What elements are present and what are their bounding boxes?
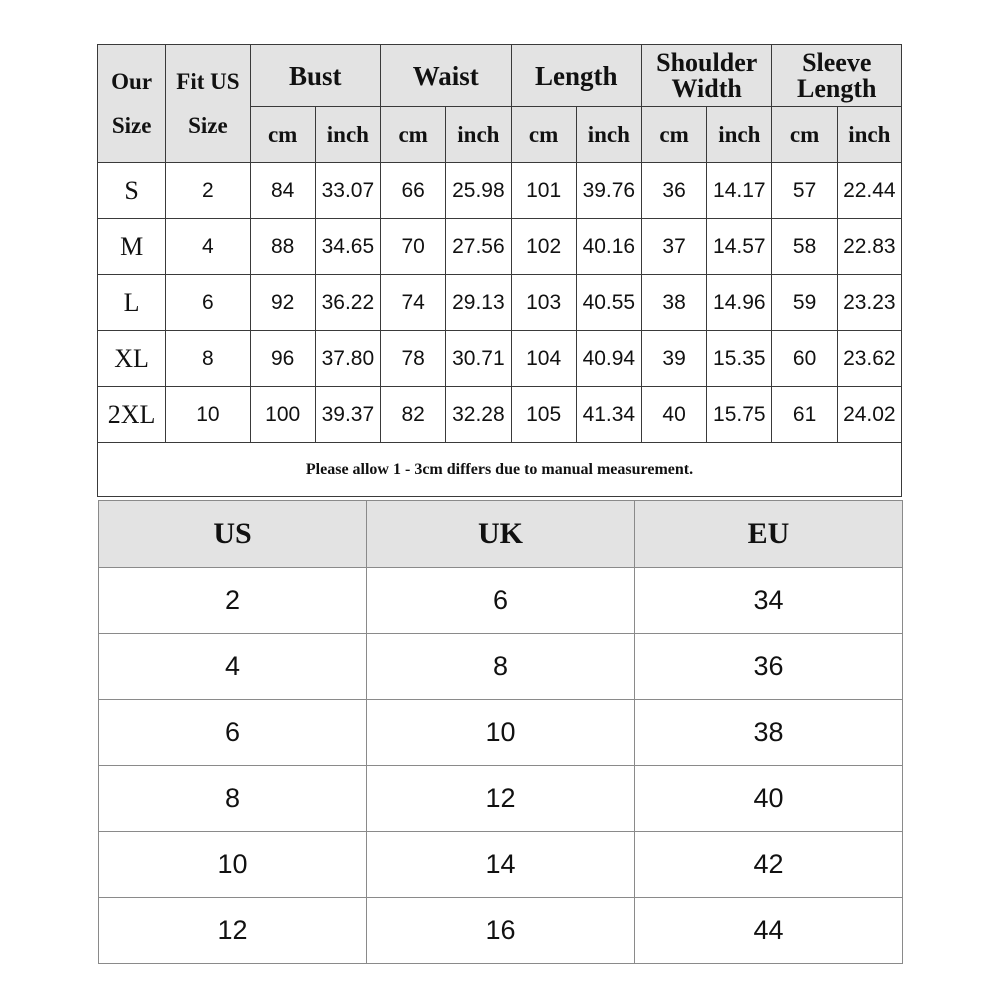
measurement-cell: 41.34 [576, 387, 641, 443]
our-size-cell: XL [98, 331, 166, 387]
us-size-cell: 12 [99, 898, 367, 964]
unit-cm: cm [511, 107, 576, 163]
measurement-cell: 34.65 [315, 219, 380, 275]
size-chart-table [97, 44, 902, 497]
eu-size-cell: 36 [635, 634, 903, 700]
measurement-cell: 60 [772, 331, 837, 387]
conversion-row [99, 634, 903, 700]
measurement-cell: 61 [772, 387, 837, 443]
measurement-cell: 38 [641, 275, 706, 331]
size-row [98, 163, 902, 219]
measurement-cell: 36.22 [315, 275, 380, 331]
our-size-cell: 2XL [98, 387, 166, 443]
measurement-cell: 32.28 [446, 387, 511, 443]
conversion-row [99, 700, 903, 766]
our-size-cell: L [98, 275, 166, 331]
measurement-cell: 37.80 [315, 331, 380, 387]
measurement-cell: 40 [641, 387, 706, 443]
conversion-row [99, 568, 903, 634]
header-length: Length [511, 45, 641, 107]
header-us: US [99, 501, 367, 568]
fit-us-size-cell: 10 [166, 387, 250, 443]
measurement-cell: 88 [250, 219, 315, 275]
unit-cm: cm [641, 107, 706, 163]
unit-inch: inch [707, 107, 772, 163]
header-fit-us-size: Fit US Size [166, 45, 250, 163]
uk-size-cell: 8 [367, 634, 635, 700]
measurement-cell: 100 [250, 387, 315, 443]
our-size-cell: M [98, 219, 166, 275]
header-sleeve-length: Sleeve Length [772, 45, 902, 107]
header-uk: UK [367, 501, 635, 568]
measurement-cell: 30.71 [446, 331, 511, 387]
conversion-row [99, 832, 903, 898]
measurement-cell: 25.98 [446, 163, 511, 219]
uk-size-cell: 6 [367, 568, 635, 634]
conversion-row [99, 898, 903, 964]
size-row [98, 331, 902, 387]
header-shoulder-width: Shoulder Width [641, 45, 771, 107]
measurement-cell: 84 [250, 163, 315, 219]
measurement-cell: 78 [381, 331, 446, 387]
measurement-cell: 40.55 [576, 275, 641, 331]
uk-size-cell: 14 [367, 832, 635, 898]
measurement-cell: 23.23 [837, 275, 901, 331]
measurement-cell: 14.96 [707, 275, 772, 331]
measurement-cell: 27.56 [446, 219, 511, 275]
measurement-cell: 96 [250, 331, 315, 387]
measurement-cell: 103 [511, 275, 576, 331]
measurement-cell: 59 [772, 275, 837, 331]
size-row [98, 387, 902, 443]
us-size-cell: 4 [99, 634, 367, 700]
us-size-cell: 2 [99, 568, 367, 634]
measurement-cell: 29.13 [446, 275, 511, 331]
eu-size-cell: 44 [635, 898, 903, 964]
header-bust: Bust [250, 45, 380, 107]
header-our-size: Our Size [98, 45, 166, 163]
measurement-cell: 39.37 [315, 387, 380, 443]
measurement-cell: 23.62 [837, 331, 901, 387]
unit-inch: inch [837, 107, 901, 163]
fit-us-size-cell: 6 [166, 275, 250, 331]
eu-size-cell: 34 [635, 568, 903, 634]
measurement-cell: 14.57 [707, 219, 772, 275]
measurement-cell: 14.17 [707, 163, 772, 219]
us-size-cell: 8 [99, 766, 367, 832]
eu-size-cell: 38 [635, 700, 903, 766]
measurement-cell: 58 [772, 219, 837, 275]
unit-inch: inch [576, 107, 641, 163]
eu-size-cell: 40 [635, 766, 903, 832]
us-size-cell: 10 [99, 832, 367, 898]
us-size-cell: 6 [99, 700, 367, 766]
fit-us-size-cell: 8 [166, 331, 250, 387]
unit-inch: inch [446, 107, 511, 163]
measurement-cell: 39 [641, 331, 706, 387]
size-row [98, 219, 902, 275]
measurement-cell: 82 [381, 387, 446, 443]
size-conversion-table [98, 500, 903, 964]
measurement-cell: 105 [511, 387, 576, 443]
measurement-cell: 74 [381, 275, 446, 331]
measurement-cell: 40.94 [576, 331, 641, 387]
measurement-cell: 92 [250, 275, 315, 331]
conversion-row [99, 766, 903, 832]
measurement-cell: 15.35 [707, 331, 772, 387]
measurement-cell: 66 [381, 163, 446, 219]
uk-size-cell: 12 [367, 766, 635, 832]
measurement-cell: 22.44 [837, 163, 901, 219]
measurement-cell: 22.83 [837, 219, 901, 275]
measurement-cell: 15.75 [707, 387, 772, 443]
fit-us-size-cell: 2 [166, 163, 250, 219]
measurement-cell: 101 [511, 163, 576, 219]
measurement-cell: 40.16 [576, 219, 641, 275]
measurement-cell: 102 [511, 219, 576, 275]
uk-size-cell: 16 [367, 898, 635, 964]
header-eu: EU [635, 501, 903, 568]
unit-cm: cm [381, 107, 446, 163]
measurement-cell: 24.02 [837, 387, 901, 443]
uk-size-cell: 10 [367, 700, 635, 766]
unit-inch: inch [315, 107, 380, 163]
size-row [98, 275, 902, 331]
measurement-note: Please allow 1 - 3cm differs due to manual measurement. [98, 443, 902, 497]
fit-us-size-cell: 4 [166, 219, 250, 275]
measurement-cell: 57 [772, 163, 837, 219]
measurement-cell: 104 [511, 331, 576, 387]
measurement-cell: 70 [381, 219, 446, 275]
unit-cm: cm [250, 107, 315, 163]
measurement-cell: 36 [641, 163, 706, 219]
unit-cm: cm [772, 107, 837, 163]
header-waist: Waist [381, 45, 511, 107]
measurement-cell: 37 [641, 219, 706, 275]
our-size-cell: S [98, 163, 166, 219]
eu-size-cell: 42 [635, 832, 903, 898]
measurement-cell: 33.07 [315, 163, 380, 219]
measurement-cell: 39.76 [576, 163, 641, 219]
